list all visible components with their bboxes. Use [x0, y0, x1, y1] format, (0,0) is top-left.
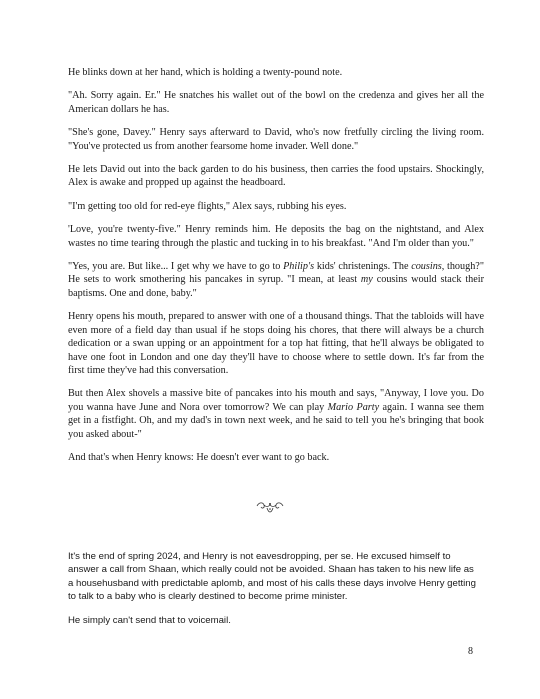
- paragraph: He blinks down at her hand, which is holding a twenty-pound note.: [68, 67, 343, 78]
- paragraph: 'Love, you're twenty-five." Henry reminds him. He deposits the bag on the nightstand, and Alex wastes no time tearing through the plastic and tucking in to his breakfast. "And I'm older than you.": [68, 224, 484, 249]
- paragraph: And that's when Henry knows: He doesn't ever want to go back.: [68, 451, 330, 463]
- italic-text: Mario Party: [327, 401, 380, 413]
- paragraph: "She's gone, Davey." Henry says afterward to David, who's now fretfully circling the living room. "You've protected us from another fearsome home invader. Well done.": [68, 127, 484, 152]
- paragraph: But then Alex shovels a massive bite of pancakes into his mouth and says, "Anyway, I love you. Do you wanna have June and Nora over tomorrow? We can play Mario Party again. I wanna see them get in a fistfight. Oh, and my dad's in town next week, and he said to tell you he's bringing that book you asked about-": [68, 388, 484, 440]
- paragraph: "I'm getting too old for red-eye flights," Alex says, rubbing his eyes.: [68, 200, 347, 212]
- page-number: 8: [468, 646, 473, 657]
- main-text: [68, 66, 484, 464]
- italic-text: Philip's: [283, 261, 315, 273]
- paragraph: "Ah. Sorry again. Er." He snatches his wallet out of the bowl on the credenza and gives her all the American dollars he has.: [68, 90, 484, 115]
- section-text: [68, 550, 476, 637]
- scroll-ornament-icon: [255, 500, 285, 514]
- italic-text: cousins: [411, 261, 442, 273]
- paragraph: "Yes, you are. But like... I get why we have to go to Philip's kids' christenings. The cousins, though?" He sets to work smothering his pancakes in syrup. "I mean, at least my cousins would stack their baptisms. One and done, baby.": [68, 261, 484, 299]
- italic-text: my: [360, 274, 373, 286]
- paragraph: Henry opens his mouth, prepared to answer with one of a thousand things. That the tabloids will have even more of a field day than usual if he stops doing his chores, that there will always be a church dedication or a swan upping or an appointment for a top hat fitting, that he'll always be obligated to have one foot in London and one day they'll have to choose where to settle down. It's far from the first time they've had this conversation.: [68, 311, 484, 376]
- paragraph: He lets David out into the back garden to do his business, then carries the food upstairs. Shockingly, Alex is awake and propped up against the headboard.: [68, 164, 484, 189]
- paragraph: It's the end of spring 2024, and Henry is not eavesdropping, per se. He excused himself to answer a call from Shaan, which really could not be avoided. Shaan has taken to his new life as a househusband with predictable aplomb, and most of his calls these days involve Henry getting to talk to a baby who is clearly destined to become prime minister.: [68, 551, 476, 603]
- paragraph: He simply can't send that to voicemail.: [68, 614, 231, 626]
